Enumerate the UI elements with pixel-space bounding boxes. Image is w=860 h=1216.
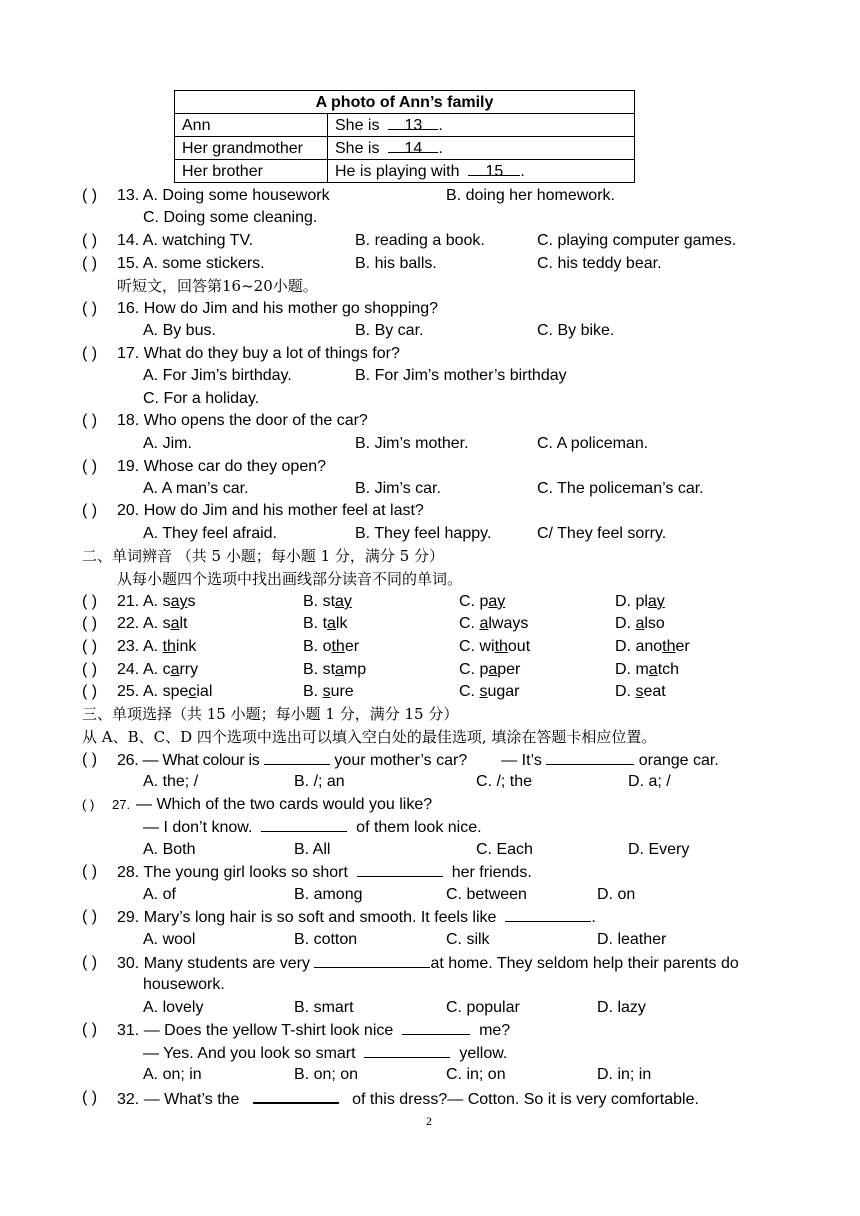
question-number: 21. [117, 593, 140, 610]
option-c: C. paper [459, 661, 521, 678]
answer-blank [261, 817, 347, 832]
question-number: 25. [117, 683, 140, 700]
option-b: B. Jim’s mother. [355, 435, 469, 452]
option-a: A. carry [143, 661, 199, 678]
option-b: B. Jim’s car. [355, 480, 441, 497]
option-b: B. doing her homework. [446, 187, 615, 204]
answer-paren: ( ) [82, 345, 98, 362]
option-a: A. By bus. [143, 322, 216, 339]
option-d: D. seat [615, 683, 666, 700]
question-27-line2: — I don’t know. of them look nice. [143, 819, 482, 836]
answer-blank [357, 862, 443, 877]
option-b: B. among [294, 886, 363, 903]
option-a: A. think [143, 638, 197, 655]
option-d: D. match [615, 661, 680, 678]
option-a: A. A man’s car. [143, 480, 249, 497]
question-31: 31. — Does the yellow T-shirt look nice me? [117, 1022, 511, 1039]
question-20: 20. How do Jim and his mother feel at last? [117, 502, 424, 519]
option-c: C. between [446, 886, 527, 903]
answer-paren: ( ) [82, 458, 98, 475]
section-title: 三、单项选择（共 15 小题；每小题 1 分，满分 15 分） [82, 705, 459, 723]
table-cell-label: Her brother [175, 160, 328, 183]
answer-blank [364, 1043, 450, 1058]
option-b: B. stay [303, 593, 352, 610]
option-a: A. says [143, 593, 196, 610]
option-b: B. cotton [294, 931, 358, 948]
option-a: A. salt [143, 615, 188, 632]
question-30: 30. Many students are very at home. They seldom help their parents do [117, 955, 739, 972]
option-c: C. in; on [446, 1066, 506, 1083]
passage-instruction: 听短文，回答第16~20小题。 [117, 277, 318, 295]
question-14: 14. A. watching TV. [117, 232, 254, 249]
question-number: 23. [117, 638, 140, 655]
question-28: 28. The young girl looks so short her friends. [117, 864, 532, 881]
answer-paren: ( ) [82, 954, 98, 971]
table-cell-value: He is playing with 15 . [328, 160, 635, 183]
option-a: A. wool [143, 931, 196, 948]
answer-paren: ( ) [82, 751, 98, 768]
question-number: 27. [112, 797, 131, 812]
option-d: D. leather [597, 931, 667, 948]
table-row [175, 114, 635, 137]
option-a: A. the; / [143, 773, 199, 790]
answer-paren: ( ) [82, 638, 98, 655]
question-17: 17. What do they buy a lot of things for? [117, 345, 400, 362]
option-c: C. without [459, 638, 531, 655]
option-b: B. All [294, 841, 331, 858]
option-d: D. lazy [597, 999, 646, 1016]
option-c: C. popular [446, 999, 520, 1016]
option-c: C. A policeman. [537, 435, 649, 452]
family-photo-table [174, 90, 635, 183]
section-instruction: 从每小题四个选项中找出画线部分读音不同的单词。 [117, 570, 463, 588]
option-b: B. stamp [303, 661, 367, 678]
option-c: C. silk [446, 931, 490, 948]
question-27: — Which of the two cards would you like? [136, 796, 433, 813]
option-a: A. of [143, 886, 176, 903]
option-d: D. in; in [597, 1066, 652, 1083]
option-d: D. Every [628, 841, 690, 858]
table-row [175, 137, 635, 160]
answer-blank [264, 750, 330, 765]
answer-blank: 15 [468, 161, 520, 176]
answer-paren: ( ) [82, 863, 98, 880]
answer-blank: 14 [388, 138, 438, 153]
table-cell-label: Her grandmother [175, 137, 328, 160]
option-d: D. play [615, 593, 665, 610]
table-row [175, 160, 635, 183]
option-c: C/ They feel sorry. [537, 525, 667, 542]
option-b: B. By car. [355, 322, 424, 339]
option-a: A. special [143, 683, 213, 700]
option-c: C. For a holiday. [143, 390, 260, 407]
option-c: C. By bike. [537, 322, 615, 339]
table-title: A photo of Ann’s family [175, 91, 635, 114]
answer-paren: ( ) [82, 255, 98, 272]
option-c: C. The policeman’s car. [537, 480, 704, 497]
option-b: B. /; an [294, 773, 345, 790]
option-d: D. on [597, 886, 636, 903]
option-c: C. his teddy bear. [537, 255, 662, 272]
question-15: 15. A. some stickers. [117, 255, 265, 272]
option-c: C. always [459, 615, 529, 632]
question-29: 29. Mary’s long hair is so soft and smooth. It feels like . [117, 909, 596, 926]
option-c: C. playing computer games. [537, 232, 737, 249]
answer-paren: ( ) [82, 683, 98, 700]
answer-paren: ( ) [82, 1021, 98, 1038]
option-a: A. on; in [143, 1066, 202, 1083]
option-b: B. sure [303, 683, 354, 700]
question-26: 26. — What colour is your mother’s car? — It’s orange car. [117, 752, 719, 769]
option-d: D. also [615, 615, 665, 632]
question-16: 16. How do Jim and his mother go shopping? [117, 300, 439, 317]
answer-paren: ( ) [82, 187, 98, 204]
table-cell-label: Ann [175, 114, 328, 137]
option-a: A. Jim. [143, 435, 192, 452]
option-a: A. Both [143, 841, 196, 858]
answer-paren: ( ) [82, 615, 98, 632]
answer-paren: ( ) [82, 412, 98, 429]
page-number: 2 [426, 1114, 432, 1128]
table-cell-value: She is 13 . [328, 114, 635, 137]
option-a: A. They feel afraid. [143, 525, 277, 542]
answer-blank [546, 750, 634, 765]
option-c: C. sugar [459, 683, 520, 700]
answer-blank [314, 953, 430, 968]
answer-paren: ( ) [82, 908, 98, 925]
option-c: C. /; the [476, 773, 533, 790]
option-b: B. For Jim’s mother’s birthday [355, 367, 567, 384]
answer-paren: ( ) [82, 232, 98, 249]
option-a: A. lovely [143, 999, 204, 1016]
answer-blank [505, 907, 591, 922]
option-b: B. his balls. [355, 255, 437, 272]
question-31-line2: — Yes. And you look so smart yellow. [143, 1045, 508, 1062]
answer-paren: ( ) [82, 1089, 98, 1106]
answer-blank: 13 [388, 115, 438, 130]
question-number: 22. [117, 615, 140, 632]
option-d: D. a; / [628, 773, 671, 790]
option-b: B. talk [303, 615, 348, 632]
answer-paren: ( ) [82, 300, 98, 317]
option-b: B. reading a book. [355, 232, 485, 249]
section-title: 二、单词辨音 （共 5 小题；每小题 1 分，满分 5 分） [82, 547, 445, 565]
question-18: 18. Who opens the door of the car? [117, 412, 368, 429]
option-b: B. They feel happy. [355, 525, 492, 542]
option-b: B. on; on [294, 1066, 359, 1083]
answer-blank [253, 1088, 339, 1104]
question-13: 13. A. Doing some housework [117, 187, 330, 204]
answer-paren: ( ) [82, 797, 95, 812]
table-cell-value: She is 14 . [328, 137, 635, 160]
option-d: D. another [615, 638, 690, 655]
question-30-line2: housework. [143, 976, 225, 993]
option-b: B. other [303, 638, 360, 655]
answer-paren: ( ) [82, 502, 98, 519]
answer-blank [402, 1020, 470, 1035]
question-32: 32. — What’s the of this dress?— Cotton. So it is very comfortable. [117, 1088, 699, 1110]
section-instruction: 从 A、B、C、D 四个选项中选出可以填入空白处的最佳选项, 填涂在答题卡相应位置。 [82, 728, 657, 746]
option-a: A. For Jim’s birthday. [143, 367, 292, 384]
option-c: C. Each [476, 841, 533, 858]
question-number: 24. [117, 661, 140, 678]
question-19: 19. Whose car do they open? [117, 458, 327, 475]
option-b: B. smart [294, 999, 354, 1016]
answer-paren: ( ) [82, 593, 98, 610]
answer-paren: ( ) [82, 661, 98, 678]
option-c: C. Doing some cleaning. [143, 209, 318, 226]
option-c: C. pay [459, 593, 506, 610]
